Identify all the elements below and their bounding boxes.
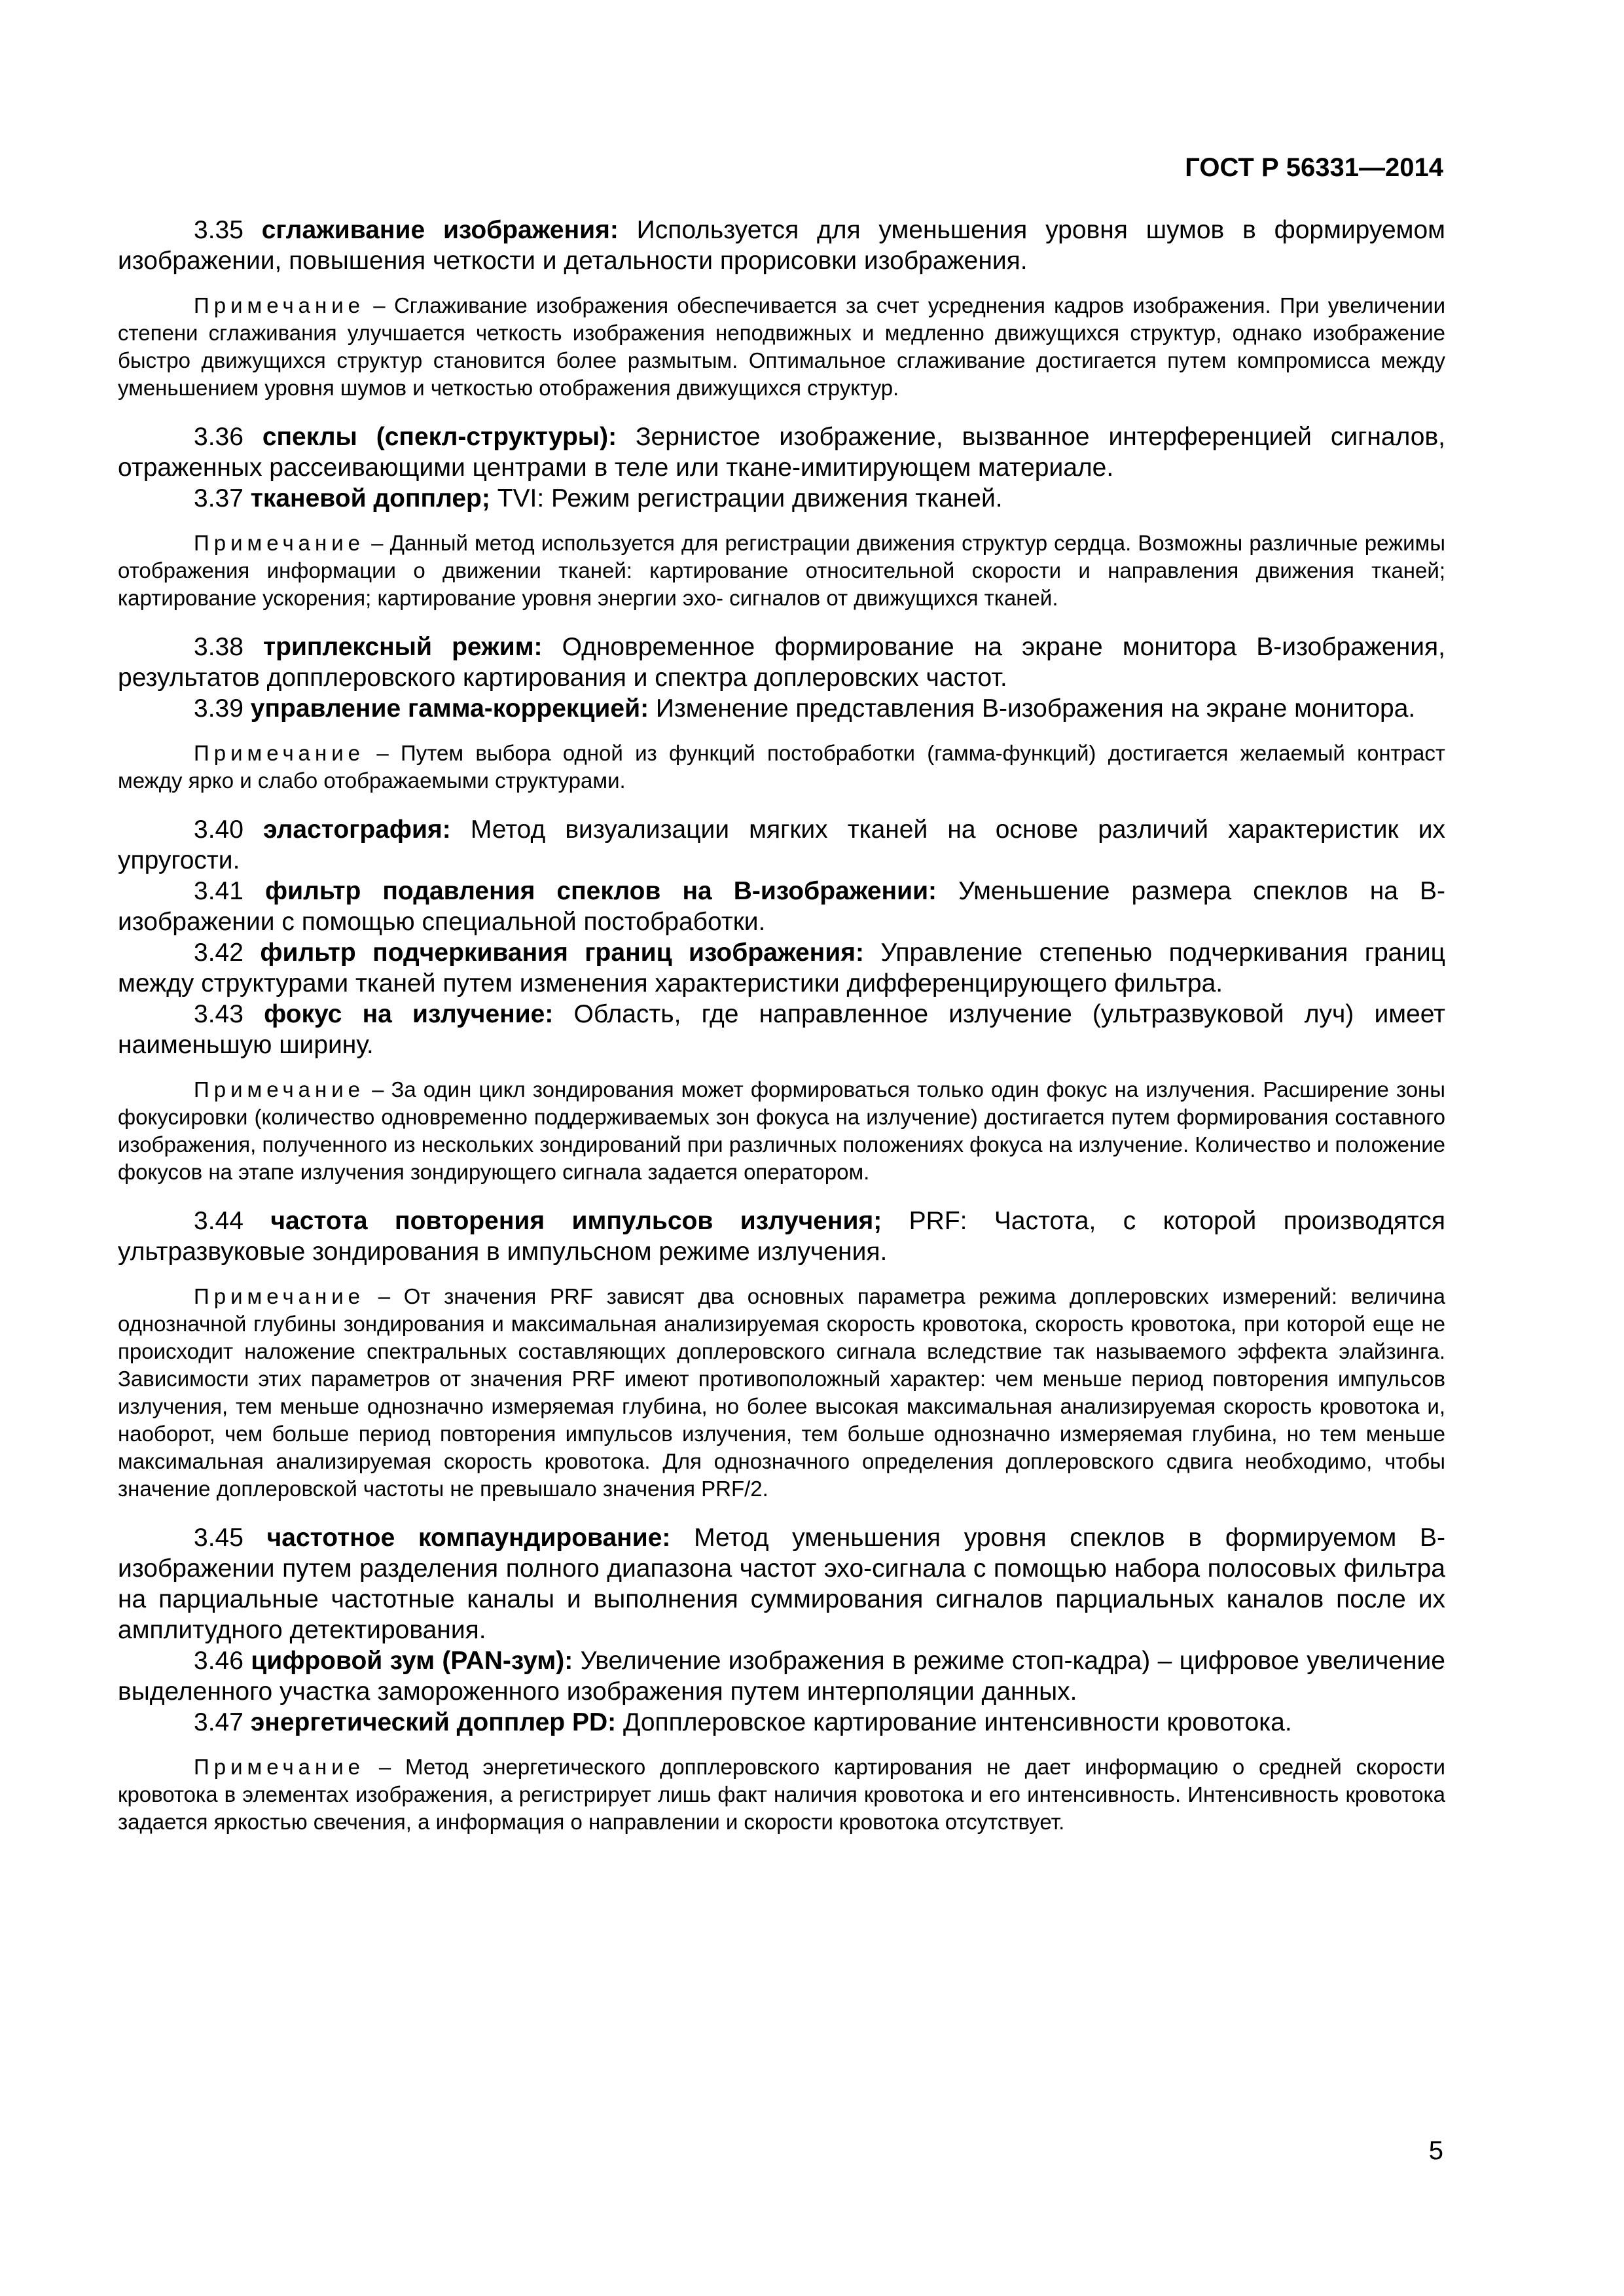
term-text: Область, где направленное излучение (ультразвуковой луч) имеет наименьшую ширину.: [118, 1000, 1446, 1059]
term-number: 3.39: [194, 694, 244, 723]
note-paragraph: [118, 1076, 1445, 1186]
term-text: Увеличение изображения в режиме стоп-кадра) – цифровое увеличение выделенного участка замороженного изображения путем интерполяции данных.: [118, 1647, 1445, 1706]
note-label: Примечание: [194, 1077, 365, 1102]
term-number: 3.38: [194, 633, 244, 661]
term-definition-3-40: [118, 814, 1445, 876]
term-definition-3-41: [118, 876, 1445, 937]
note-paragraph: [118, 1753, 1445, 1836]
term-number: 3.47: [194, 1708, 244, 1736]
note-text: – Метод энергетического допплеровского картирования не дает информацию о средней скорости кровотока в элементах изображения, а регистрирует лишь факт наличия кровотока и его интенсивность. Интенсивность кровотока задается яркостью свечения, а информация о направлении и скорости кровотока отсутствует.: [118, 1755, 1445, 1834]
note-label: Примечание: [194, 1284, 365, 1308]
term-definition-3-43: [118, 999, 1445, 1060]
term-text: Допплеровское картирование интенсивности кровотока.: [616, 1708, 1292, 1736]
term-number: 3.36: [194, 423, 244, 451]
term-definition-3-37: [118, 483, 1445, 514]
term-text: Одновременное формирование на экране монитора В-изображения, результатов допплеровского картирования и спектра доплеровских частот.: [118, 633, 1445, 692]
term-text: Управление степенью подчеркивания границ между структурами тканей путем изменения характеристики дифференцирующего фильтра.: [118, 939, 1445, 997]
term-definition-3-42: [118, 937, 1445, 999]
term-definition-3-44: [118, 1206, 1445, 1267]
term-name: триплексный режим:: [263, 633, 543, 661]
term-definition-3-47: [118, 1707, 1445, 1738]
note-label: Примечание: [194, 741, 365, 765]
term-name: эластография:: [263, 816, 451, 844]
note-text: – Путем выбора одной из функций постобработки (гамма-функций) достигается желаемый контраст между ярко и слабо отображаемыми структурами.: [118, 741, 1445, 793]
note-text: – Данный метод используется для регистрации движения структур сердца. Возможны различные режимы отображения информации о движении тканей: картирование относительной скорости и направления движения тканей; картирование ускорения; картирование уровня энергии эхо- сигналов от движущихся тканей.: [118, 531, 1445, 610]
standard-code-header: ГОСТ Р 56331—2014: [1185, 153, 1443, 182]
term-name: тканевой допплер;: [250, 484, 490, 512]
term-definition-3-39: [118, 693, 1445, 724]
note-paragraph: [118, 292, 1445, 402]
term-name: спеклы (спекл-структуры):: [262, 423, 617, 451]
term-name: сглаживание изображения:: [261, 216, 619, 244]
term-name: частота повторения импульсов излучения;: [270, 1207, 882, 1235]
document-body: [118, 215, 1445, 1856]
term-number: 3.42: [194, 939, 244, 967]
note-paragraph: [118, 1283, 1445, 1503]
term-text: Уменьшение размера спеклов на В-изображении с помощью специальной постобработки.: [118, 877, 1446, 936]
term-definition-3-46: [118, 1645, 1445, 1707]
note-label: Примечание: [194, 1755, 365, 1779]
term-name: фильтр подавления спеклов на В-изображении:: [264, 877, 937, 905]
term-number: 3.44: [194, 1207, 244, 1235]
note-paragraph: [118, 529, 1445, 612]
note-text: – Сглаживание изображения обеспечивается за счет усреднения кадров изображения. При увеличении степени сглаживания улучшается четкость изображения неподвижных и медленно движущихся структур, однако изображение быстро движущихся структур становится более размытым. Оптимальное сглаживание достигается путем компромисса между уменьшением уровня шумов и четкостью отображения движущихся структур.: [118, 293, 1445, 400]
term-definition-3-45: [118, 1522, 1445, 1645]
note-paragraph: [118, 740, 1445, 795]
note-label: Примечание: [194, 293, 365, 317]
term-number: 3.41: [194, 877, 244, 905]
term-name: фильтр подчеркивания границ изображения:: [260, 939, 864, 967]
term-definition-3-36: [118, 422, 1445, 483]
term-name: фокус на излучение:: [264, 1000, 554, 1028]
term-number: 3.35: [194, 216, 244, 244]
term-number: 3.45: [194, 1524, 244, 1552]
term-name: энергетический допплер PD:: [250, 1708, 617, 1736]
term-text: PRF: Частота, с которой производятся ультразвуковые зондирования в импульсном режиме излучения.: [118, 1207, 1445, 1266]
term-definition-3-38: [118, 632, 1445, 693]
term-number: 3.43: [194, 1000, 244, 1028]
term-name: частотное компаундирование:: [266, 1524, 671, 1552]
term-text: Используется для уменьшения уровня шумов в формируемом изображении, повышения четкости и детальности прорисовки изображения.: [118, 216, 1445, 275]
term-name: цифровой зум (PAN-зум):: [251, 1647, 573, 1675]
term-number: 3.40: [194, 816, 244, 844]
term-text: Метод визуализации мягких тканей на основе различий характеристик их упругости.: [118, 816, 1445, 874]
term-number: 3.46: [194, 1647, 244, 1675]
note-text: – За один цикл зондирования может формироваться только один фокус на излучения. Расширение зоны фокусировки (количество одновременно поддерживаемых зон фокуса на излучение) достигается путем формирования составного изображения, полученного из нескольких зондирований при различных положениях фокуса на излучение. Количество и положение фокусов на этапе излучения зондирующего сигнала задается оператором.: [118, 1077, 1445, 1184]
term-text: Метод уменьшения уровня спеклов в формируемом В-изображении путем разделения полного диапазона частот эхо-сигнала с помощью набора полосовых фильтра на парциальные частотные каналы и выполнения суммирования сигналов парциальных каналов после их амплитудного детектирования.: [118, 1524, 1445, 1644]
page-number: 5: [1428, 2136, 1443, 2165]
term-text: Изменение представления В-изображения на экране монитора.: [649, 694, 1416, 723]
term-text: TVI: Режим регистрации движения тканей.: [490, 484, 1003, 512]
note-label: Примечание: [194, 531, 365, 555]
term-definition-3-35: [118, 215, 1445, 276]
term-text: Зернистое изображение, вызванное интерференцией сигналов, отраженных рассеивающими центрами в теле или ткане-имитирующем материале.: [118, 423, 1446, 482]
term-name: управление гамма-коррекцией:: [250, 694, 649, 723]
term-number: 3.37: [194, 484, 244, 512]
note-text: – От значения PRF зависят два основных параметра режима доплеровских измерений: величина однозначной глубины зондирования и максимальная анализируемая скорость кровотока, скорость кровотока, при которой еще не происходит наложение спектральных составляющих доплеровского сигнала вследствие так называемого эффекта элайзинга. Зависимости этих параметров от значения PRF имеют противоположный характер: чем меньше период повторения импульсов излучения, тем меньше однозначно измеряемая глубина, но более высокая максимальная анализируемая скорость кровотока и, наоборот, чем больше период повторения импульсов излучения, тем больше однозначно измеряемая глубина, но тем меньше максимальная анализируемая скорость кровотока. Для однозначного определения доплеровского сдвига необходимо, чтобы значение доплеровской частоты не превышало значения PRF/2.: [118, 1284, 1445, 1501]
